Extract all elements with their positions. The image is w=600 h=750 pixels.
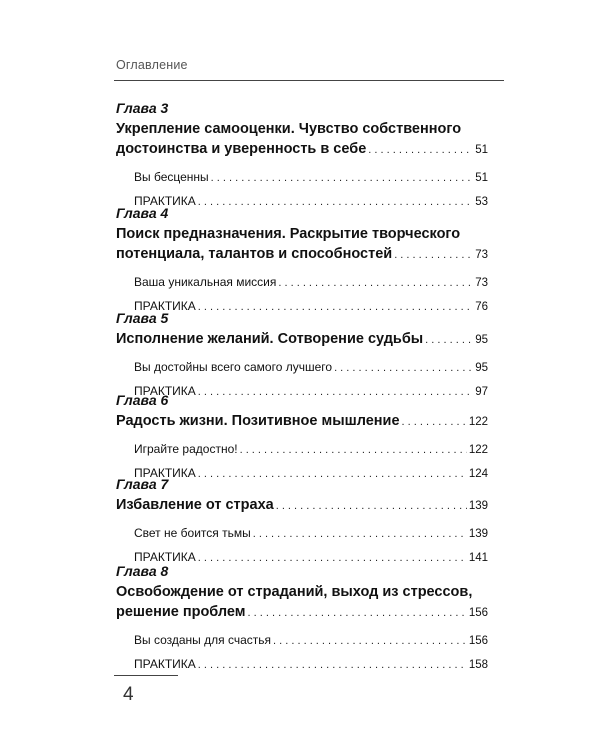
page-ref: 141 [468,552,488,564]
chapter-label: Глава 3 [116,100,169,116]
footer-divider [114,675,178,676]
page-number: 4 [123,684,134,705]
dot-leader [334,357,473,380]
chapter-label: Глава 5 [116,310,169,326]
entry-text: ПРАКТИКА [134,384,196,398]
page-ref: 73 [475,277,488,289]
page-ref: 95 [475,334,488,346]
page-ref: 53 [475,196,488,208]
chapter-title-text: Исполнение желаний. Сотворение судьбы [116,331,424,347]
chapter-label: Глава 4 [116,205,169,221]
entry-text: ПРАКТИКА [134,299,196,313]
entry-text: Свет не боится тьмы [134,526,251,540]
toc-entry[interactable] [134,356,488,380]
entry-text: ПРАКТИКА [134,466,196,480]
chapter-title-entry[interactable] [116,602,488,623]
running-header: Оглавление [116,58,188,72]
page-ref: 156 [468,635,488,647]
toc-entry[interactable] [134,653,488,677]
chapter-4 [116,205,488,319]
page-ref: 51 [475,172,488,184]
toc-entry[interactable] [134,271,488,295]
page-ref: 122 [468,444,488,456]
dot-leader [273,630,467,653]
chapter-3 [116,100,488,214]
chapter-6 [116,392,488,486]
dot-leader [198,654,467,677]
dot-leader [211,167,474,190]
page-ref: 156 [468,607,488,619]
page-ref: 139 [468,500,488,512]
entry-text: Ваша уникальная миссия [134,275,277,289]
entry-text: Вы бесценны [134,170,209,184]
page-ref: 73 [475,249,488,261]
entry-text: Вы достойны всего самого лучшего [134,360,333,374]
dot-leader [402,412,467,432]
entry-text: ПРАКТИКА [134,194,196,208]
entry-text: Играйте радостно! [134,442,238,456]
page-ref: 139 [468,528,488,540]
chapter-5 [116,310,488,404]
chapter-7 [116,476,488,570]
chapter-8 [116,563,488,677]
toc-entry[interactable] [134,438,488,462]
entry-text: ПРАКТИКА [134,550,196,564]
chapter-title-entry[interactable] [116,139,488,160]
chapter-title-entry[interactable] [116,329,488,350]
chapter-label: Глава 8 [116,563,169,579]
page-ref: 76 [475,301,488,313]
chapter-title-entry[interactable] [116,411,488,432]
page-ref: 122 [468,416,488,428]
chapter-title-line: Укрепление самооценки. Чувство собственного [116,121,462,137]
page-ref: 124 [468,468,488,480]
page-ref: 51 [475,144,488,156]
chapter-title-text: достоинства и уверенность в себе [116,141,367,157]
chapter-label: Глава 7 [116,476,169,492]
dot-leader [248,603,467,623]
dot-leader [368,140,473,160]
toc-entry[interactable] [134,522,488,546]
chapter-title-entry[interactable] [116,244,488,265]
dot-leader [394,245,473,265]
chapter-title-text: потенциала, талантов и способностей [116,246,393,262]
toc-entry[interactable] [134,166,488,190]
header-divider [114,80,504,81]
dot-leader [253,523,467,546]
entry-text: Вы созданы для счастья [134,633,272,647]
dot-leader [278,272,473,295]
dot-leader [276,496,467,516]
chapter-title-text: Избавление от страха [116,497,274,513]
dot-leader [240,439,467,462]
chapter-label: Глава 6 [116,392,169,408]
page-ref: 95 [475,362,488,374]
chapter-title-text: решение проблем [116,604,246,620]
dot-leader [425,330,473,350]
page-ref: 97 [475,386,488,398]
page-ref: 158 [468,659,488,671]
chapter-title-line: Освобождение от страданий, выход из стрессов, [116,584,473,600]
chapter-title-text: Радость жизни. Позитивное мышление [116,413,400,429]
entry-text: ПРАКТИКА [134,657,196,671]
chapter-title-entry[interactable] [116,495,488,516]
chapter-title-line: Поиск предназначения. Раскрытие творческого [116,226,461,242]
toc-entry[interactable] [134,629,488,653]
